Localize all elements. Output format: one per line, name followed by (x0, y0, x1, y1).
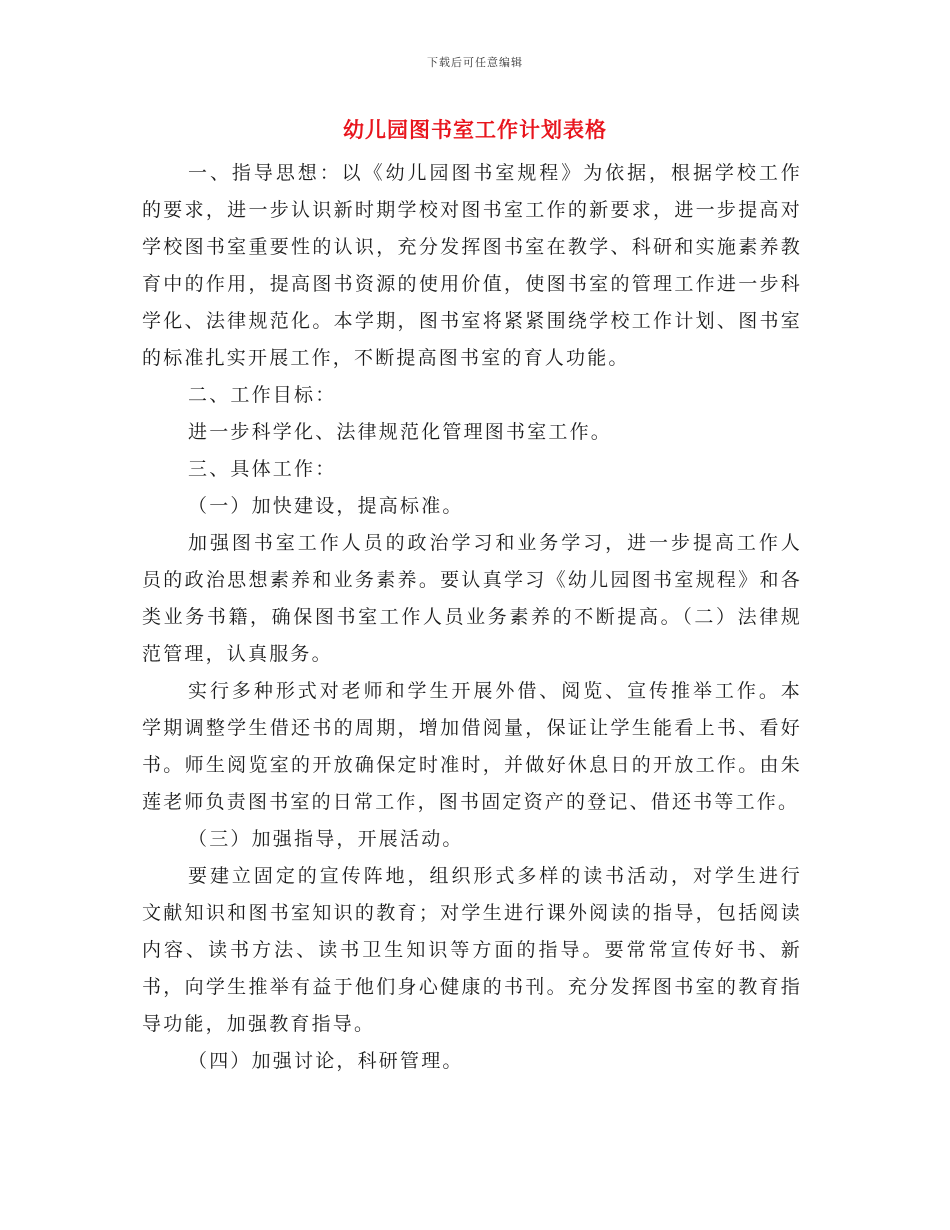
paragraph-guiding-ideology: 一、指导思想：以《幼儿园图书室规程》为依据，根据学校工作的要求，进一步认识新时期学校对图书室工作的新要求，进一步提高对学校图书室重要性的认识，充分发挥图书室在教学、科研和实施素养教育中的作用，提高图书资源的使用价值，使图书室的管理工作进一步科学化、法律规范化。本学期，图书室将紧紧围绕学校工作计划、图书室的标准扎实开展工作，不断提高图书室的育人功能。 (142, 162, 802, 369)
heading-specific-work: 三、具体工作： (188, 458, 337, 480)
paragraph-reading-activities: 要建立固定的宣传阵地，组织形式多样的读书活动，对学生进行文献知识和图书室知识的教育；对学生进行课外阅读的指导，包括阅读内容、读书方法、读书卫生知识等方面的指导。要常常宣传好书、新书，向学生推举有益于他们身心健康的书刊。充分发挥图书室的教育指导功能，加强教育指导。 (142, 865, 802, 1035)
document-body (142, 155, 802, 1080)
header-note: 下载后可任意编辑 (427, 56, 523, 69)
paragraph-lending-service: 实行多种形式对老师和学生开展外借、阅览、宣传推举工作。本学期调整学生借还书的周期，增加借阅量，保证让学生能看上书、看好书。师生阅览室的开放确保定时准时，并做好休息日的开放工作。由朱莲老师负责图书室的日常工作，图书固定资产的登记、借还书等工作。 (142, 680, 802, 813)
heading-work-goals: 二、工作目标： (188, 384, 337, 406)
subheading-research: （四）加强讨论，科研管理。 (188, 1050, 464, 1072)
paragraph-staff-training: 加强图书室工作人员的政治学习和业务学习，进一步提高工作人员的政治思想素养和业务素养。要认真学习《幼儿园图书室规程》和各类业务书籍，确保图书室工作人员业务素养的不断提高。（二）法律规范管理，认真服务。 (142, 532, 802, 665)
paragraph-work-goals: 进一步科学化、法律规范化管理图书室工作。 (188, 421, 613, 443)
subheading-construction: （一）加快建设，提高标准。 (188, 495, 464, 517)
subheading-guidance: （三）加强指导，开展活动。 (188, 828, 464, 850)
document-title: 幼儿园图书室工作计划表格 (343, 117, 607, 142)
